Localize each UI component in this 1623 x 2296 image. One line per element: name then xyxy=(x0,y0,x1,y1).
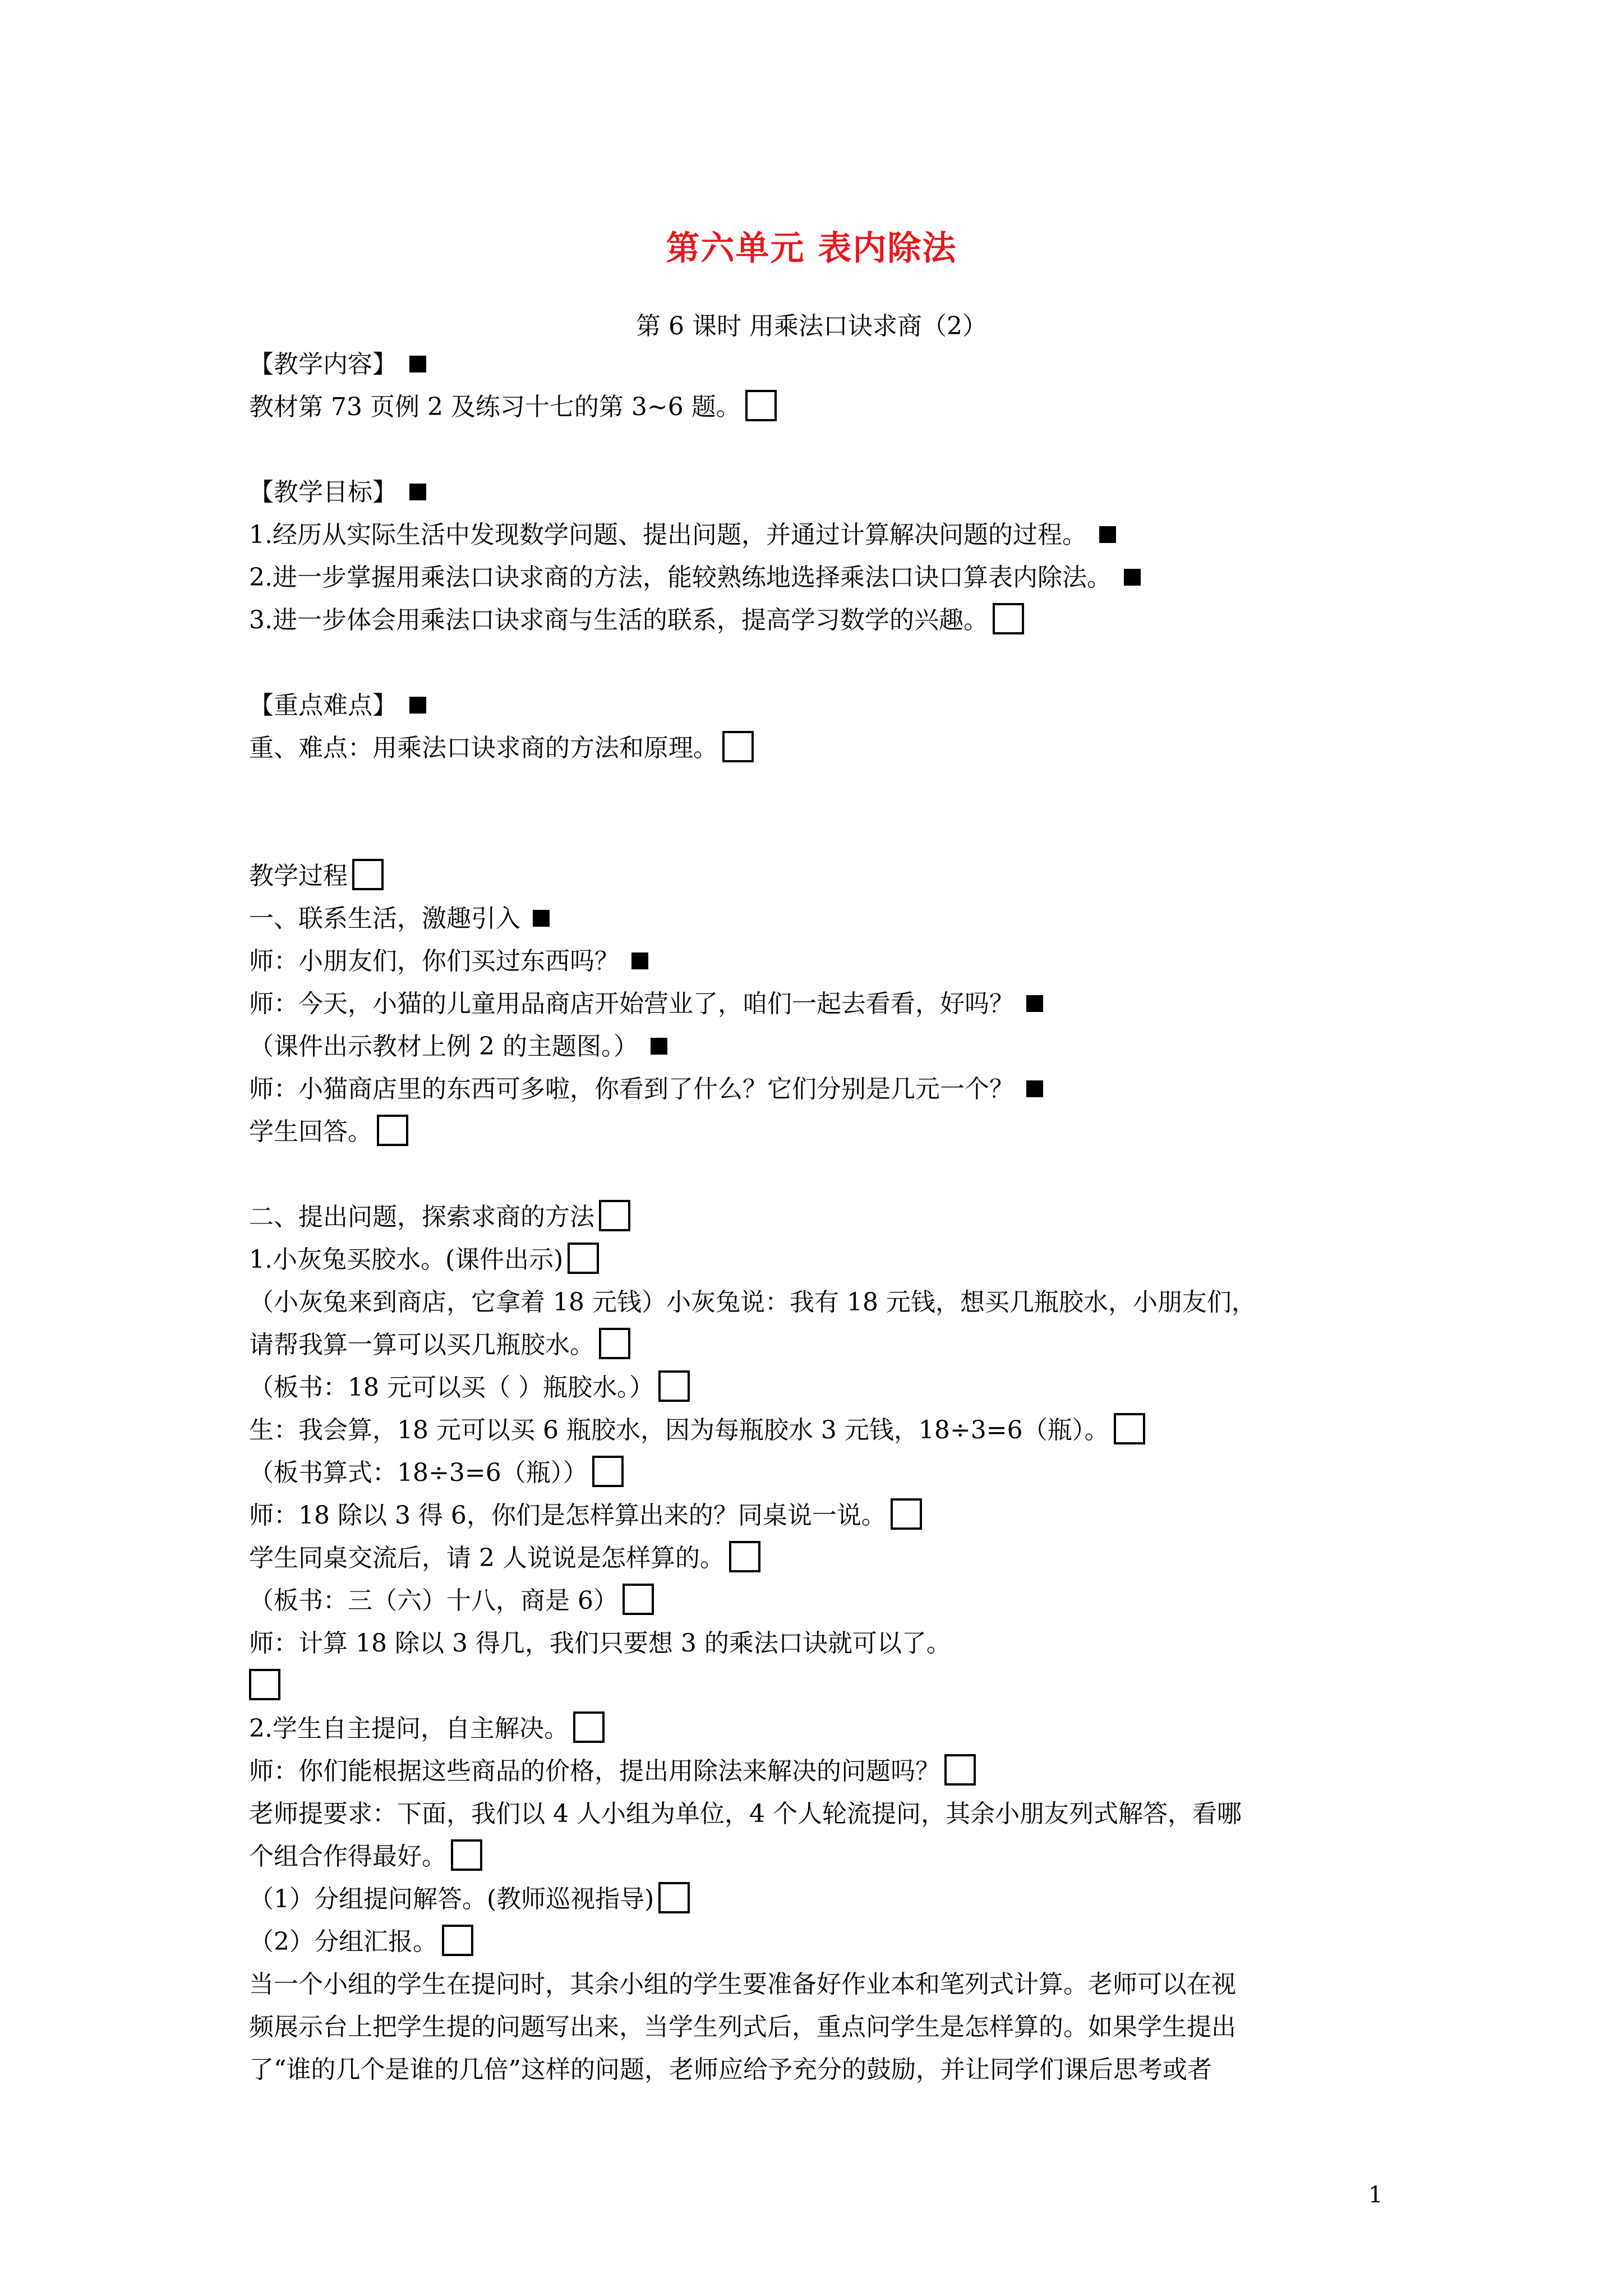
paragraph: 当一个小组的学生在提问时，其余小组的学生要准备好作业本和笔列式计算。老师可以在视 xyxy=(249,1970,1236,1999)
checkbox-square xyxy=(993,603,1024,634)
paragraph: （板书：18 元可以买（ ）瓶胶水。） xyxy=(249,1366,1393,1409)
square-mark xyxy=(533,910,550,927)
paragraph: （板书：三（六）十八，商是 6） xyxy=(249,1580,1393,1622)
lesson-subtitle: 第 6 课时 用乘法口诀求商（2） xyxy=(636,312,987,341)
section-heading-content: 【教学内容】 xyxy=(249,343,1393,386)
checkbox-square xyxy=(442,1925,473,1956)
document-body xyxy=(249,343,1393,2091)
checkbox-square xyxy=(944,1754,976,1786)
paragraph: 师：计算 18 除以 3 得几，我们只要想 3 的乘法口诀就可以了。 xyxy=(249,1629,951,1658)
paragraph: 了“谁的几个是谁的几倍”这样的问题，老师应给予充分的鼓励，并让同学们课后思考或者 xyxy=(249,2055,1212,2084)
paragraph: 2.学生自主提问，自主解决。 xyxy=(249,1708,1393,1750)
paragraph xyxy=(249,1665,1393,1708)
paragraph: 师：小朋友们，你们买过东西吗？ xyxy=(249,940,1393,983)
section-heading-goals: 【教学目标】 xyxy=(249,471,1393,514)
checkbox-square xyxy=(623,1584,654,1615)
paragraph: 重、难点：用乘法口诀求商的方法和原理。 xyxy=(249,727,1393,770)
paragraph: 师：今天，小猫的儿童用品商店开始营业了，咱们一起去看看，好吗？ xyxy=(249,983,1393,1025)
checkbox-square xyxy=(599,1328,630,1359)
checkbox-square xyxy=(451,1839,482,1871)
square-mark xyxy=(1099,526,1116,543)
square-mark xyxy=(1026,995,1043,1012)
paragraph: （课件出示教材上例 2 的主题图。） xyxy=(249,1025,1393,1068)
paragraph: 师：小猫商店里的东西可多啦，你看到了什么？它们分别是几元一个？ xyxy=(249,1068,1393,1111)
checkbox-square xyxy=(658,1370,690,1402)
paragraph: 老师提要求：下面，我们以 4 人小组为单位，4 个人轮流提问，其余小朋友列式解答，看哪 xyxy=(249,1800,1242,1828)
checkbox-square xyxy=(568,1243,599,1274)
goal-item-3: 3.进一步体会用乘法口诀求商与生活的联系，提高学习数学的兴趣。 xyxy=(249,599,1393,642)
goal-item-1: 1.经历从实际生活中发现数学问题、提出问题，并通过计算解决问题的过程。 xyxy=(249,514,1393,556)
paragraph: 频展示台上把学生提的问题写出来，当学生列式后，重点问学生是怎样算的。如果学生提出 xyxy=(249,2013,1236,2041)
square-mark xyxy=(651,1038,667,1055)
paragraph: 个组合作得最好。 xyxy=(249,1835,1393,1878)
checkbox-square xyxy=(722,731,754,762)
checkbox-square xyxy=(599,1200,630,1231)
paragraph: 生：我会算，18 元可以买 6 瓶胶水，因为每瓶胶水 3 元钱，18÷3=6（瓶）。 xyxy=(249,1409,1393,1452)
section-heading-keypoints: 【重点难点】 xyxy=(249,684,1393,727)
paragraph: （小灰兔来到商店，它拿着 18 元钱）小灰兔说：我有 18 元钱，想买几瓶胶水，小朋友们， xyxy=(249,1288,1256,1317)
square-mark xyxy=(1026,1080,1043,1097)
checkbox-square xyxy=(729,1541,760,1572)
paragraph: 师：18 除以 3 得 6，你们是怎样算出来的？同桌说一说。 xyxy=(249,1494,1393,1537)
goal-item-2: 2.进一步掌握用乘法口诀求商的方法，能较熟练地选择乘法口诀口算表内除法。 xyxy=(249,556,1393,599)
checkbox-square xyxy=(745,390,777,421)
paragraph: 学生同桌交流后，请 2 人说说是怎样算的。 xyxy=(249,1537,1393,1580)
square-mark xyxy=(631,953,648,969)
section-heading-process: 教学过程 xyxy=(249,855,1393,898)
square-mark xyxy=(1124,569,1141,586)
paragraph: 请帮我算一算可以买几瓶胶水。 xyxy=(249,1324,1393,1366)
paragraph: （2）分组汇报。 xyxy=(249,1921,1393,1963)
subheading: 一、联系生活，激趣引入 xyxy=(249,898,1393,940)
paragraph: （板书算式：18÷3=6（瓶）） xyxy=(249,1452,1393,1494)
paragraph: 教材第 73 页例 2 及练习十七的第 3~6 题。 xyxy=(249,386,1393,429)
paragraph: 1.小灰兔买胶水。(课件出示) xyxy=(249,1239,1393,1281)
checkbox-square xyxy=(573,1711,605,1743)
square-mark xyxy=(409,697,426,714)
paragraph: 学生回答。 xyxy=(249,1111,1393,1153)
square-mark xyxy=(409,356,426,372)
checkbox-square xyxy=(658,1882,690,1913)
page-number: 1 xyxy=(1368,2182,1383,2208)
square-mark xyxy=(409,484,426,500)
checkbox-square xyxy=(352,859,384,890)
checkbox-square xyxy=(891,1498,922,1530)
page-title: 第六单元 表内除法 xyxy=(666,229,957,268)
checkbox-square xyxy=(377,1115,408,1146)
paragraph: （1）分组提问解答。(教师巡视指导) xyxy=(249,1878,1393,1921)
checkbox-square xyxy=(249,1669,280,1700)
checkbox-square xyxy=(592,1456,624,1487)
subheading: 二、提出问题，探索求商的方法 xyxy=(249,1196,1393,1239)
paragraph: 师：你们能根据这些商品的价格，提出用除法来解决的问题吗？ xyxy=(249,1750,1393,1793)
checkbox-square xyxy=(1114,1413,1145,1444)
